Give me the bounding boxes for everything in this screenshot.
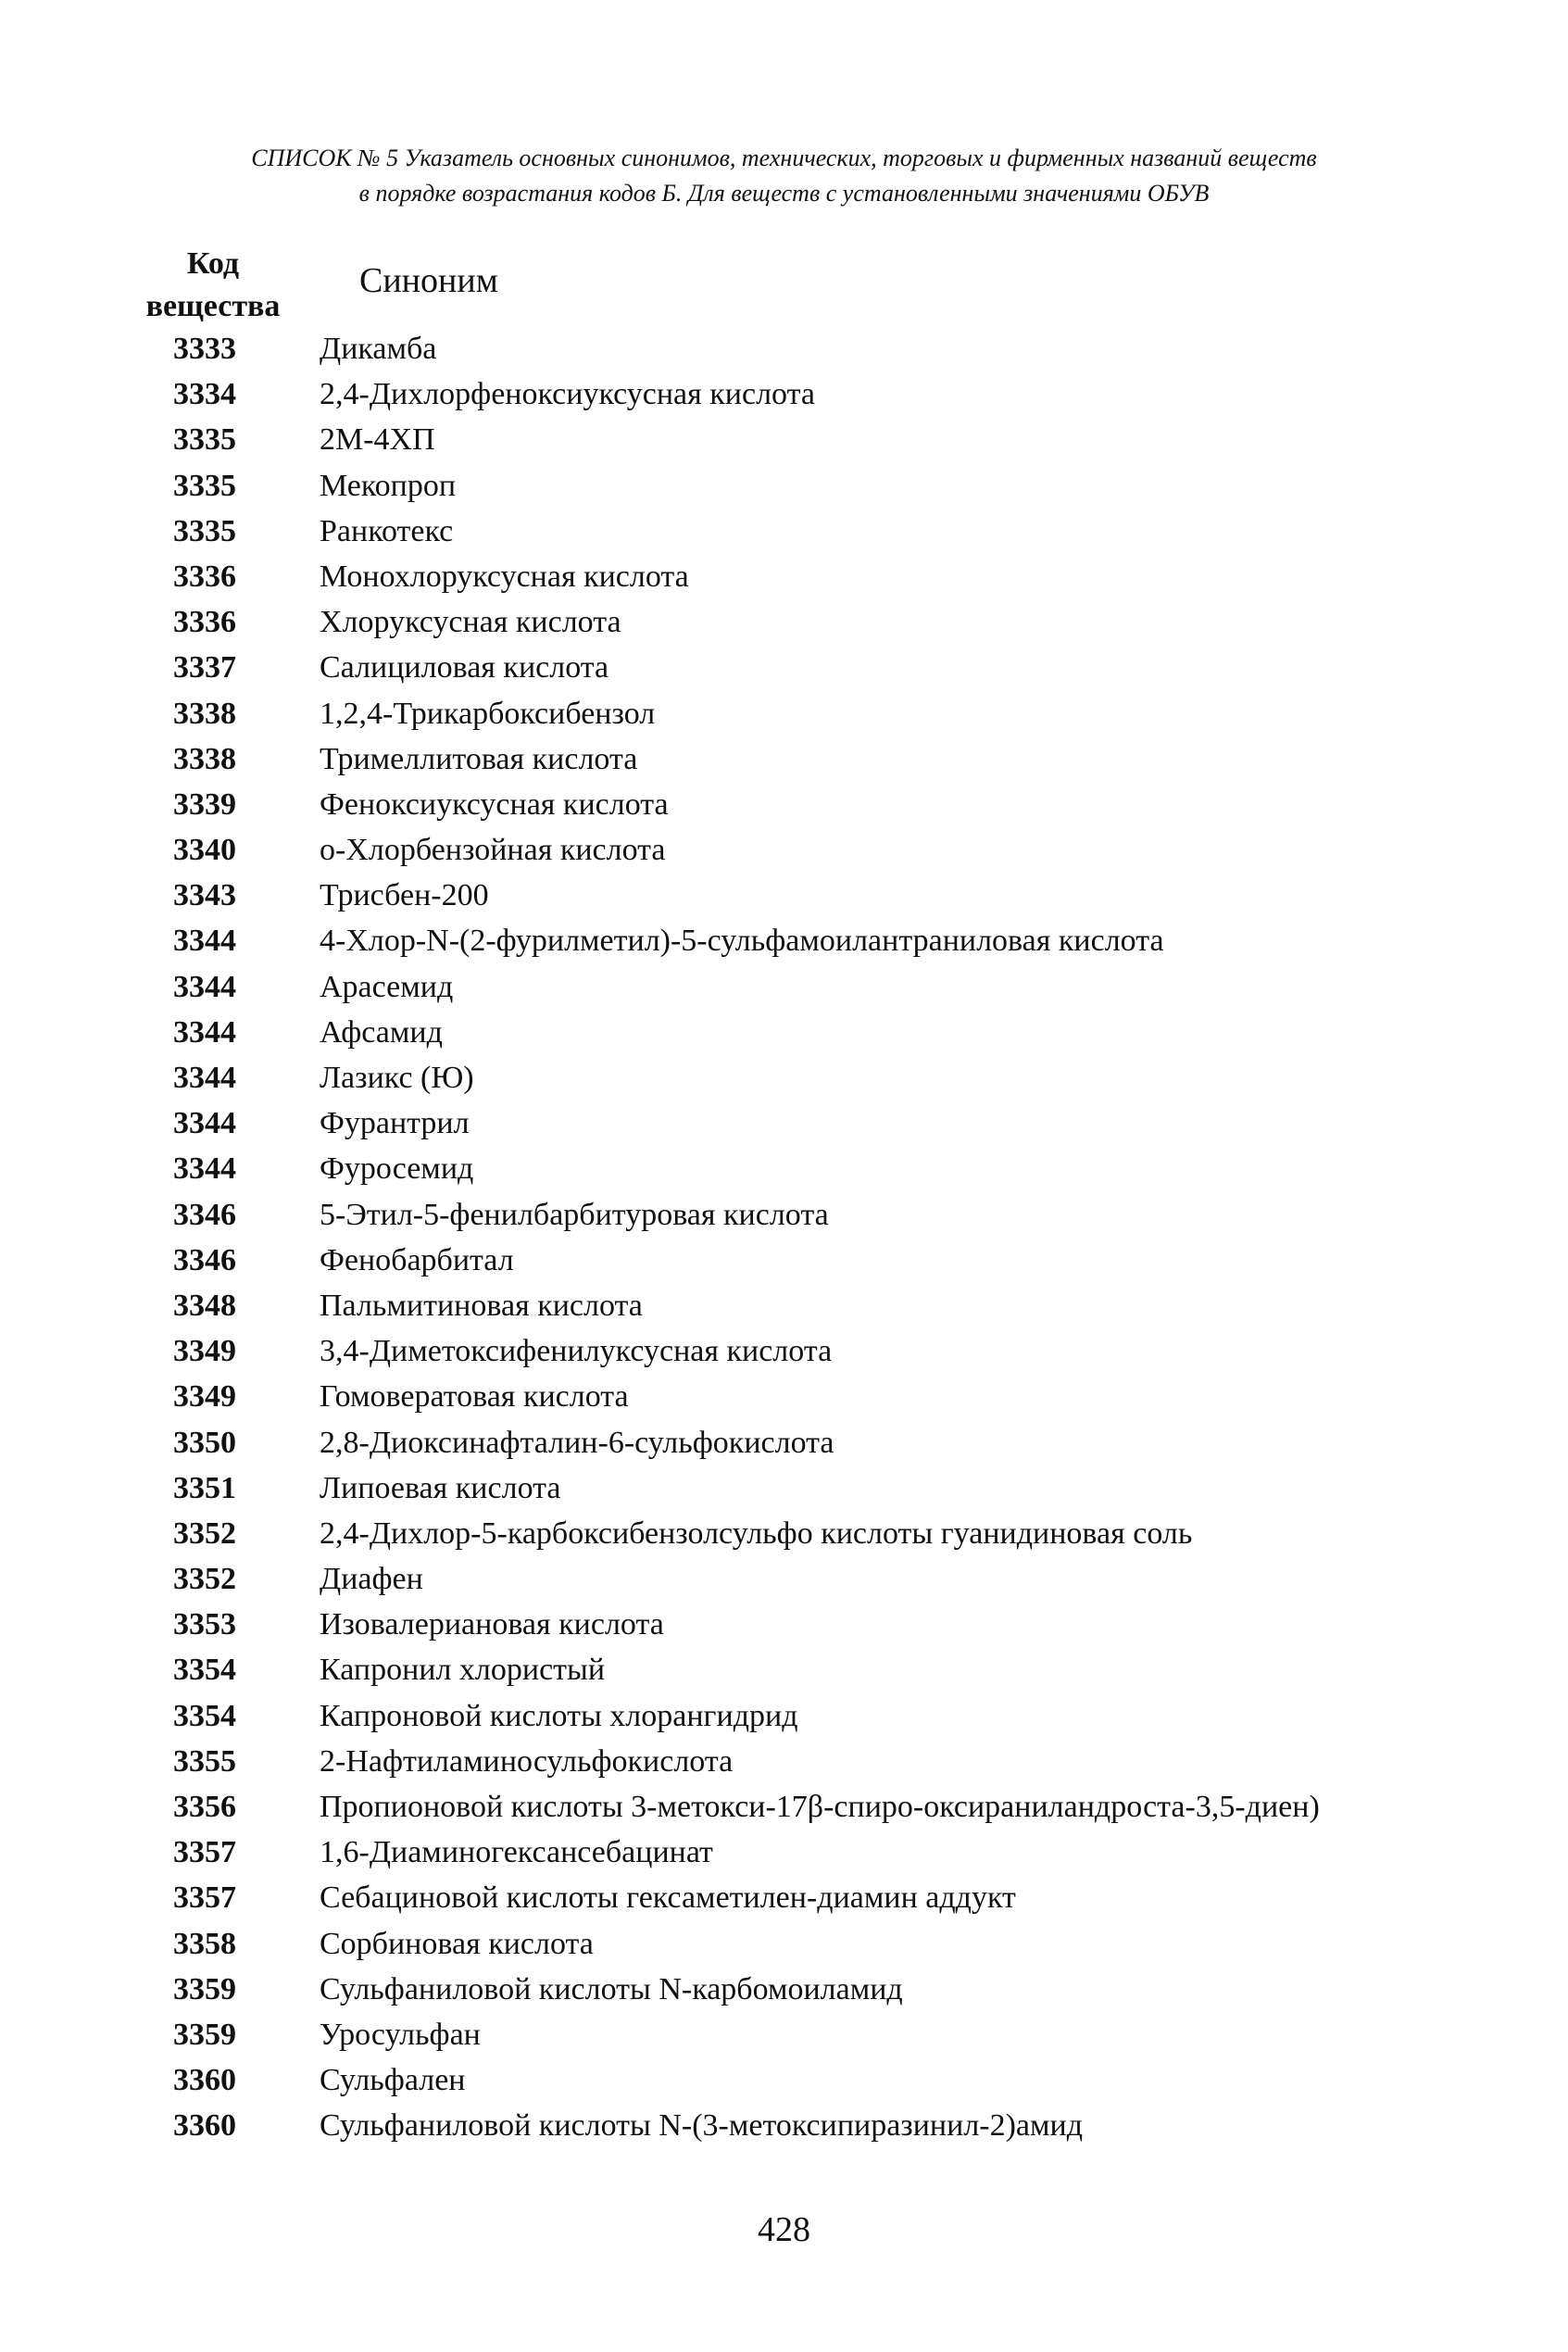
list-item — [0, 2103, 1568, 2148]
list-item — [0, 371, 1568, 417]
list-item — [0, 1830, 1568, 1875]
synonym-text: Гомовератовая кислота — [320, 1379, 629, 1415]
list-item — [0, 1967, 1568, 2012]
list-item — [0, 1511, 1568, 1556]
substance-code: 3344 — [173, 1151, 236, 1187]
substance-code: 3344 — [173, 1061, 236, 1095]
list-item — [0, 1101, 1568, 1146]
substance-code: 3343 — [173, 878, 236, 913]
synonym-text: Лазикс (Ю) — [320, 1061, 474, 1095]
list-item — [0, 1374, 1568, 1419]
list-item — [0, 1465, 1568, 1511]
list-item — [0, 691, 1568, 736]
list-item — [0, 2012, 1568, 2057]
substance-code: 3352 — [173, 1562, 236, 1597]
synonym-text: Сульфаниловой кислоты N-(3-метоксипиразинил-2)амид — [320, 2108, 1084, 2144]
synonym-text: Мекопроп — [320, 468, 457, 503]
list-item — [0, 463, 1568, 509]
synonym-text: Тримеллитовая кислота — [320, 741, 638, 776]
page-number: 428 — [758, 2210, 810, 2249]
synonym-text: Салициловая кислота — [320, 650, 609, 685]
synonym-text: Капронил хлористый — [320, 1653, 606, 1688]
synonym-text: 1,6-Диаминогексансебацинат — [320, 1835, 713, 1870]
list-item — [0, 1921, 1568, 1967]
list-item — [0, 1693, 1568, 1739]
synonym-text: Сульфален — [320, 2063, 466, 2098]
column-header-code-line-1: Код — [186, 246, 240, 281]
substance-code: 3336 — [173, 559, 236, 594]
synonym-list — [0, 326, 1568, 2149]
list-item — [0, 964, 1568, 1010]
list-item — [0, 1420, 1568, 1465]
substance-code: 3344 — [173, 1014, 236, 1050]
synonym-text: Сульфаниловой кислоты N-карбомоиламид — [320, 1971, 903, 2006]
substance-code: 3340 — [173, 833, 236, 868]
list-item — [0, 1283, 1568, 1328]
list-item — [0, 736, 1568, 782]
substance-code: 3354 — [173, 1698, 236, 1733]
substance-code: 3357 — [173, 1880, 236, 1916]
substance-code: 3346 — [173, 1197, 236, 1232]
list-item — [0, 918, 1568, 963]
list-item — [0, 417, 1568, 462]
substance-code: 3360 — [173, 2063, 236, 2098]
synonym-text: Дикамба — [320, 332, 437, 366]
list-item — [0, 1010, 1568, 1055]
list-item — [0, 1055, 1568, 1101]
substance-code: 3346 — [173, 1242, 236, 1277]
substance-code: 3358 — [173, 1926, 236, 1961]
list-item — [0, 509, 1568, 554]
synonym-text: 2М-4ХП — [320, 422, 435, 458]
synonym-text: Сорбиновая кислота — [320, 1926, 594, 1961]
list-item — [0, 326, 1568, 371]
synonym-text: о-Хлорбензойная кислота — [320, 833, 666, 868]
synonym-text: Изовалериановая кислота — [320, 1607, 664, 1642]
substance-code: 3360 — [173, 2108, 236, 2144]
substance-code: 3359 — [173, 1971, 236, 2006]
substance-code: 3357 — [173, 1835, 236, 1870]
list-item — [0, 1602, 1568, 1647]
synonym-text: Хлоруксусная кислота — [320, 605, 621, 640]
substance-code: 3338 — [173, 741, 236, 776]
list-item — [0, 1238, 1568, 1283]
substance-code: 3335 — [173, 513, 236, 548]
synonym-text: 2,8-Диоксинафталин-6-сульфокислота — [320, 1425, 834, 1460]
list-item — [0, 1784, 1568, 1830]
synonym-text: 2-Нафтиламиносульфокислота — [320, 1743, 734, 1779]
list-item — [0, 554, 1568, 599]
list-item — [0, 873, 1568, 918]
substance-code: 3349 — [173, 1379, 236, 1415]
list-item — [0, 599, 1568, 645]
column-header-synonym: Синоним — [359, 261, 498, 300]
synonym-text: 2,4-Дихлор-5-карбоксибензолсульфо кислоты гуанидиновая соль — [320, 1516, 1193, 1551]
header-line-2: в порядке возрастания кодов Б. Для веществ с установленными значениями ОБУВ — [358, 180, 1210, 207]
substance-code: 3349 — [173, 1334, 236, 1369]
synonym-text: Фуросемид — [320, 1151, 474, 1187]
substance-code: 3339 — [173, 786, 236, 822]
synonym-text: Уросульфан — [320, 2017, 481, 2052]
synonym-text: 2,4-Дихлорфеноксиуксусная кислота — [320, 377, 815, 412]
synonym-text: Фенобарбитал — [320, 1242, 514, 1277]
substance-code: 3334 — [173, 377, 236, 412]
synonym-text: Ранкотекс — [320, 513, 454, 548]
column-header-code — [130, 243, 296, 328]
synonym-text: Липоевая кислота — [320, 1470, 561, 1505]
list-item — [0, 1739, 1568, 1784]
synonym-text: Пальмитиновая кислота — [320, 1288, 643, 1323]
substance-code: 3351 — [173, 1470, 236, 1505]
substance-code: 3335 — [173, 422, 236, 458]
list-item — [0, 2057, 1568, 2103]
list-item — [0, 1192, 1568, 1238]
substance-code: 3338 — [173, 696, 236, 731]
substance-code: 3348 — [173, 1288, 236, 1323]
substance-code: 3344 — [173, 924, 236, 959]
list-item — [0, 1647, 1568, 1692]
synonym-text: 4-Хлор-N-(2-фурилметил)-5-сульфамоилантраниловая кислота — [320, 924, 1164, 959]
header-line-1: СПИСОК № 5 Указатель основных синонимов, технических, торговых и фирменных названий веществ — [251, 145, 1317, 171]
substance-code: 3354 — [173, 1653, 236, 1688]
synonym-text: Монохлоруксусная кислота — [320, 559, 689, 594]
synonym-text: Афсамид — [320, 1014, 443, 1050]
substance-code: 3344 — [173, 1106, 236, 1141]
substance-code: 3353 — [173, 1607, 236, 1642]
synonym-text: Феноксиуксусная кислота — [320, 786, 669, 822]
substance-code: 3350 — [173, 1425, 236, 1460]
page-header — [0, 141, 1568, 211]
list-item — [0, 1146, 1568, 1191]
substance-code: 3336 — [173, 605, 236, 640]
synonym-text: Трисбен-200 — [320, 878, 489, 913]
substance-code: 3355 — [173, 1743, 236, 1779]
synonym-text: Арасемид — [320, 969, 454, 1004]
list-item — [0, 827, 1568, 873]
list-item — [0, 1328, 1568, 1374]
synonym-text: Себациновой кислоты гексаметилен-диамин аддукт — [320, 1880, 1016, 1916]
synonym-text: Фурантрил — [320, 1106, 470, 1141]
substance-code: 3337 — [173, 650, 236, 685]
substance-code: 3359 — [173, 2017, 236, 2052]
substance-code: 3356 — [173, 1790, 236, 1824]
column-header-code-line-2: вещества — [145, 289, 281, 323]
list-item — [0, 782, 1568, 827]
list-item — [0, 645, 1568, 690]
list-item — [0, 1875, 1568, 1920]
list-item — [0, 1556, 1568, 1602]
synonym-text: 1,2,4-Трикарбоксибензол — [320, 696, 656, 731]
synonym-text: 3,4-Диметоксифенилуксусная кислота — [320, 1334, 833, 1369]
substance-code: 3344 — [173, 969, 236, 1004]
substance-code: 3333 — [173, 332, 236, 366]
synonym-text: Диафен — [320, 1562, 423, 1597]
substance-code: 3335 — [173, 468, 236, 503]
synonym-text: Капроновой кислоты хлорангидрид — [320, 1698, 798, 1733]
synonym-text: Пропионовой кислоты 3-метокси-17β-спиро-оксиранилaндроста-3,5-диен) — [320, 1790, 1320, 1824]
synonym-text: 5-Этил-5-фенилбарбитуровая кислота — [320, 1197, 829, 1232]
substance-code: 3352 — [173, 1516, 236, 1551]
